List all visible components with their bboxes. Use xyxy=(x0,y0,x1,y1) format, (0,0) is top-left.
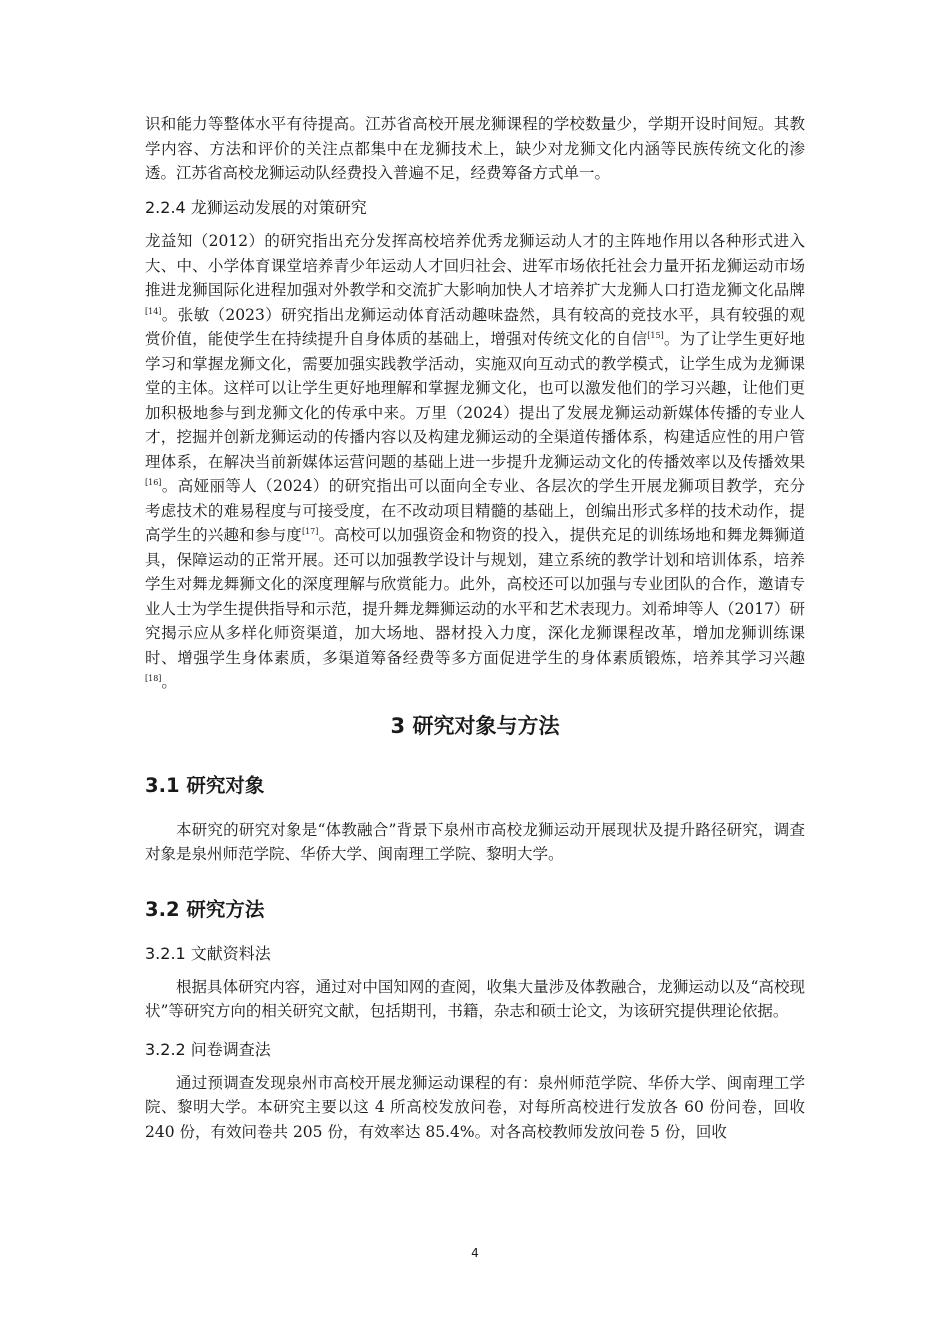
text-segment: 。为了让学生更好地学习和掌握龙狮文化，需要加强实践教学活动，实施双向互动式的教学模式，让学生成为龙狮课堂的主体。这样可以让学生更好地理解和掌握龙狮文化，也可以激发他们的学习兴趣，让他们更加积极地参与到龙狮文化的传承中来。万里（2024）提出了发展龙狮运动新媒体传播的专业人才，挖掘并创新龙狮运动的传播内容以及构建龙狮运动的全渠道传播体系，构建适应性的用户管理体系，在解决当前新媒体运营问题的基础上进一步提升龙狮运动文化的传播效率以及传播效果 xyxy=(145,330,805,471)
section-heading-2-2-4: 2.2.4 龙狮运动发展的对策研究 xyxy=(145,197,367,217)
literature-method-paragraph: 根据具体研究内容，通过对中国知网的查阅，收集大量涉及体教融合，龙狮运动以及“高校现状”等研究方向的相关研究文献，包括期刊，书籍，杂志和硕士论文，为该研究提供理论依据。 xyxy=(145,977,805,1020)
text-segment: 。张敏（2023）研究指出龙狮运动体育活动趣味盎然，具有较高的竞技水平，具有较强的观赏价值，能使学生在持续提升自身体质的基础上，增强对传统文化的自信 xyxy=(145,305,805,348)
intro-paragraph: 识和能力等整体水平有待提高。江苏省高校开展龙狮课程的学校数量少，学期开设时间短。其教学内容、方法和评价的关注点都集中在龙狮技术上，缺少对龙狮文化内涵等民族传统文化的渗透。江苏省高校龙狮运动队经费投入普遍不足，经费筹备方式单一。 xyxy=(145,115,805,182)
text-segment: 。高校可以加强资金和物资的投入，提供充足的训练场地和舞龙舞狮道具，保障运动的正常开展。还可以加强教学设计与规划，建立系统的教学计划和培训体系，培养学生对舞龙舞狮文化的深度理解与欣赏能力。此外，高校还可以加强与专业团队的合作，邀请专业人士为学生提供指导和示范，提升舞龙舞狮运动的水平和艺术表现力。刘希坤等人（2017）研究揭示应从多样化师资渠道，加大场地、器材投入力度，深化龙狮课程改革，增加龙狮训练课时、增强学生身体素质，多渠道筹备经费等多方面促进学生的身体素质锻炼，培养其学习兴趣 xyxy=(145,526,805,667)
citation-ref: [14] xyxy=(145,306,162,316)
text-segment: 龙益知（2012）的研究指出充分发挥高校培养优秀龙狮运动人才的主阵地作用以各种形式进入大、中、小学体育课堂培养青少年运动人才回归社会、进军市场依托社会力量开拓龙狮运动市场推进龙狮国际化进程加强对外教学和交流扩大影响加快人才培养扩大龙狮人口打造龙狮文化品牌 xyxy=(145,232,805,299)
strategy-paragraph xyxy=(145,229,805,695)
citation-ref: [17] xyxy=(301,527,319,536)
citation-ref: [18] xyxy=(145,674,162,683)
paper-page xyxy=(145,112,805,1144)
text-segment: 。 xyxy=(161,673,177,691)
page-number: 4 xyxy=(471,1246,479,1260)
questionnaire-method-paragraph: 通过预调查发现泉州市高校开展龙狮运动课程的有：泉州师范学院、华侨大学、闽南理工学院、黎明大学。本研究主要以这 4 所高校发放问卷，对每所高校进行发放各 60 份问卷，回收 240 份，有效问卷共 205 份，有效率达 85.4%。对各高校教师发放问卷 5 份，回收 xyxy=(145,1073,805,1141)
citation-ref: [16] xyxy=(145,478,162,487)
section-heading-3-1: 3.1 研究对象 xyxy=(145,773,265,797)
chapter-3-title: 3 研究对象与方法 xyxy=(390,713,560,738)
text-segment: 。高娅丽等人（2024）的研究指出可以面向全专业、各层次的学生开展龙狮项目教学，充分考虑技术的难易程度与可接受度，在不改动项目精髓的基础上，创编出形式多样的技术动作，提高学生的兴趣和参与度 xyxy=(145,477,805,544)
section-heading-3-2-1: 3.2.1 文献资料法 xyxy=(145,943,271,963)
citation-ref: [15] xyxy=(647,331,664,340)
section-heading-3-2-2: 3.2.2 问卷调查法 xyxy=(145,1039,271,1059)
research-object-paragraph: 本研究的研究对象是“体教融合”背景下泉州市高校龙狮运动开展现状及提升路径研究，调查对象是泉州师范学院、华侨大学、闽南理工学院、黎明大学。 xyxy=(145,820,805,863)
section-heading-3-2: 3.2 研究方法 xyxy=(145,897,265,921)
